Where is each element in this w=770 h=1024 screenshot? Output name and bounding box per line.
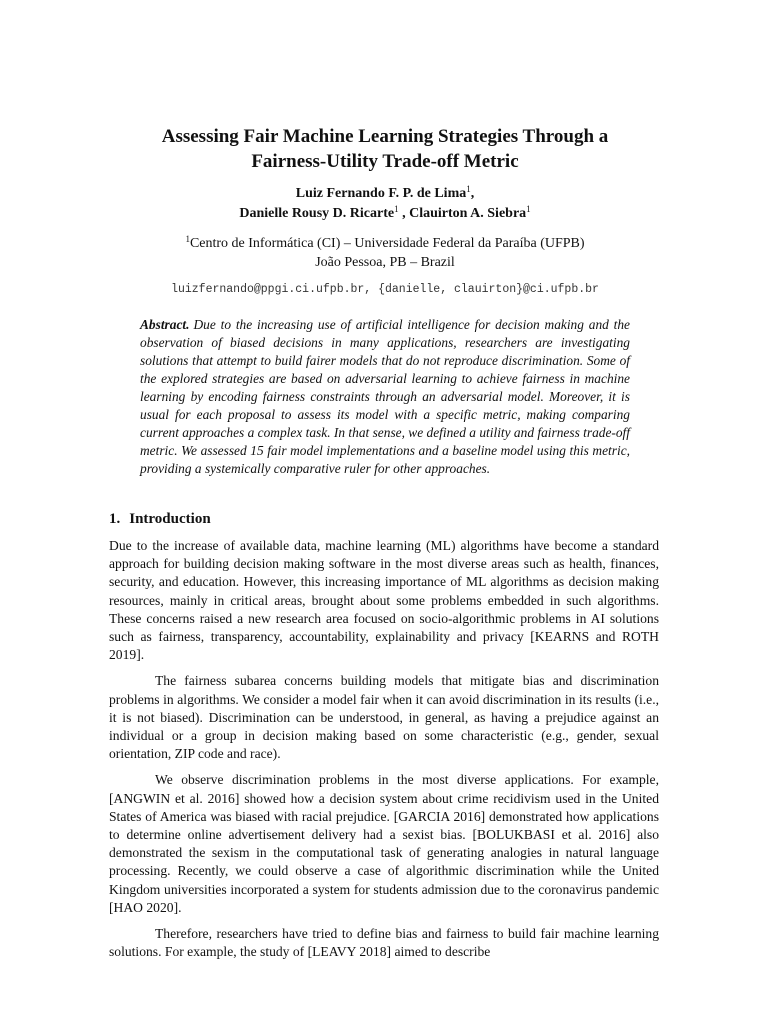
author-separator: , [398,206,406,221]
author-line-1 [60,184,710,204]
paragraph: The fairness subarea concerns building models that mitigate bias and discrimination problems in algorithms. We consider a model fair when it can avoid discrimination in its results (i.e., it is not biased). Discrimination can be understood, in general, as having a prejudice against an individual or a group in decision making based on some characteristic (e.g., gender, sexual orientation, ZIP code and race). [109,673,659,762]
affiliation-mark: 1 [466,184,471,194]
author-name: Luiz Fernando F. P. de Lima [295,186,467,201]
institution-name: Centro de Informática (CI) – Universidade Federal da Paraíba (UFPB) [189,236,585,251]
abstract-label: Abstract. [140,317,190,332]
affiliation-line-2: João Pessoa, PB – Brazil [315,255,455,270]
section-title: Introduction [129,511,211,527]
affiliation-mark: 1 [526,204,531,214]
affiliation-mark: 1 [394,204,399,214]
title-line-1: Assessing Fair Machine Learning Strategies Through a [161,126,609,147]
affiliation-mark: 1 [185,234,190,244]
section-body [109,537,659,969]
paragraph: We observe discrimination problems in the most diverse applications. For example, [ANGWIN et al. 2016] showed how a decision system about crime recidivism used in the United States of America was biased with racial prejudice. [GARCIA 2016] demonstrated how applications to determine online advertisement delivery had a sexist bias. [BOLUKBASI et al. 2016] also demonstrated the sexism in the computational task of generating analogies in natural language processing. Recently, we could observe a case of algorithmic discrimination while the United Kingdom universities incorporated a system for students admission due to the coronavirus pandemic [HAO 2020]. [109,772,659,915]
paragraph: Therefore, researchers have tried to define bias and fairness to build fair machine learning solutions. For example, the study of [LEAVY 2018] aimed to describe [109,926,659,960]
author-separator: , [470,186,475,201]
author-line-2 [60,204,710,224]
affiliation-line-1 [60,234,710,253]
author-name: Danielle Rousy D. Ricarte [239,206,395,221]
abstract [140,316,630,478]
section-number: 1. [109,511,121,527]
abstract-text: Due to the increasing use of artificial intelligence for decision making and the observation of biased decisions in many applications, researchers are investigating solutions that attempt to build fairer models that do not reproduce discrimination. Some of the explored strategies are based on adversarial learning to achieve fairness in machine learning by encoding fairness constraints through an adversarial model. Moreover, it is usual for each proposal to assess its model with a specific metric, making comparing current approaches a complex task. In that sense, we defined a utility and fairness trade-off metric. We assessed 15 fair model implementations and a baseline model using this metric, providing a systemically comparative ruler for other approaches. [140,317,630,476]
affiliation [60,234,710,272]
title-line-2: Fairness-Utility Trade-off Metric [251,151,519,172]
paper-title [60,124,710,174]
author-list [60,184,710,224]
author-name: Clauirton A. Siebra [409,206,527,221]
section-heading [109,511,211,528]
paragraph: Due to the increase of available data, machine learning (ML) algorithms have become a standard approach for building decision making software in the most diverse areas such as health, finances, security, and education. However, this increasing importance of ML algorithms as decision making resources, mainly in critical areas, brought about some problems embedded in such algorithms. These concerns raised a new research area focused on socio-algorithmic problems in AI solutions such as fairness, transparency, accountability, explainability and privacy [KEARNS and ROTH 2019]. [109,538,659,663]
author-emails: luizfernando@ppgi.ci.ufpb.br, {danielle, clauirton}@ci.ufpb.br [171,283,599,296]
